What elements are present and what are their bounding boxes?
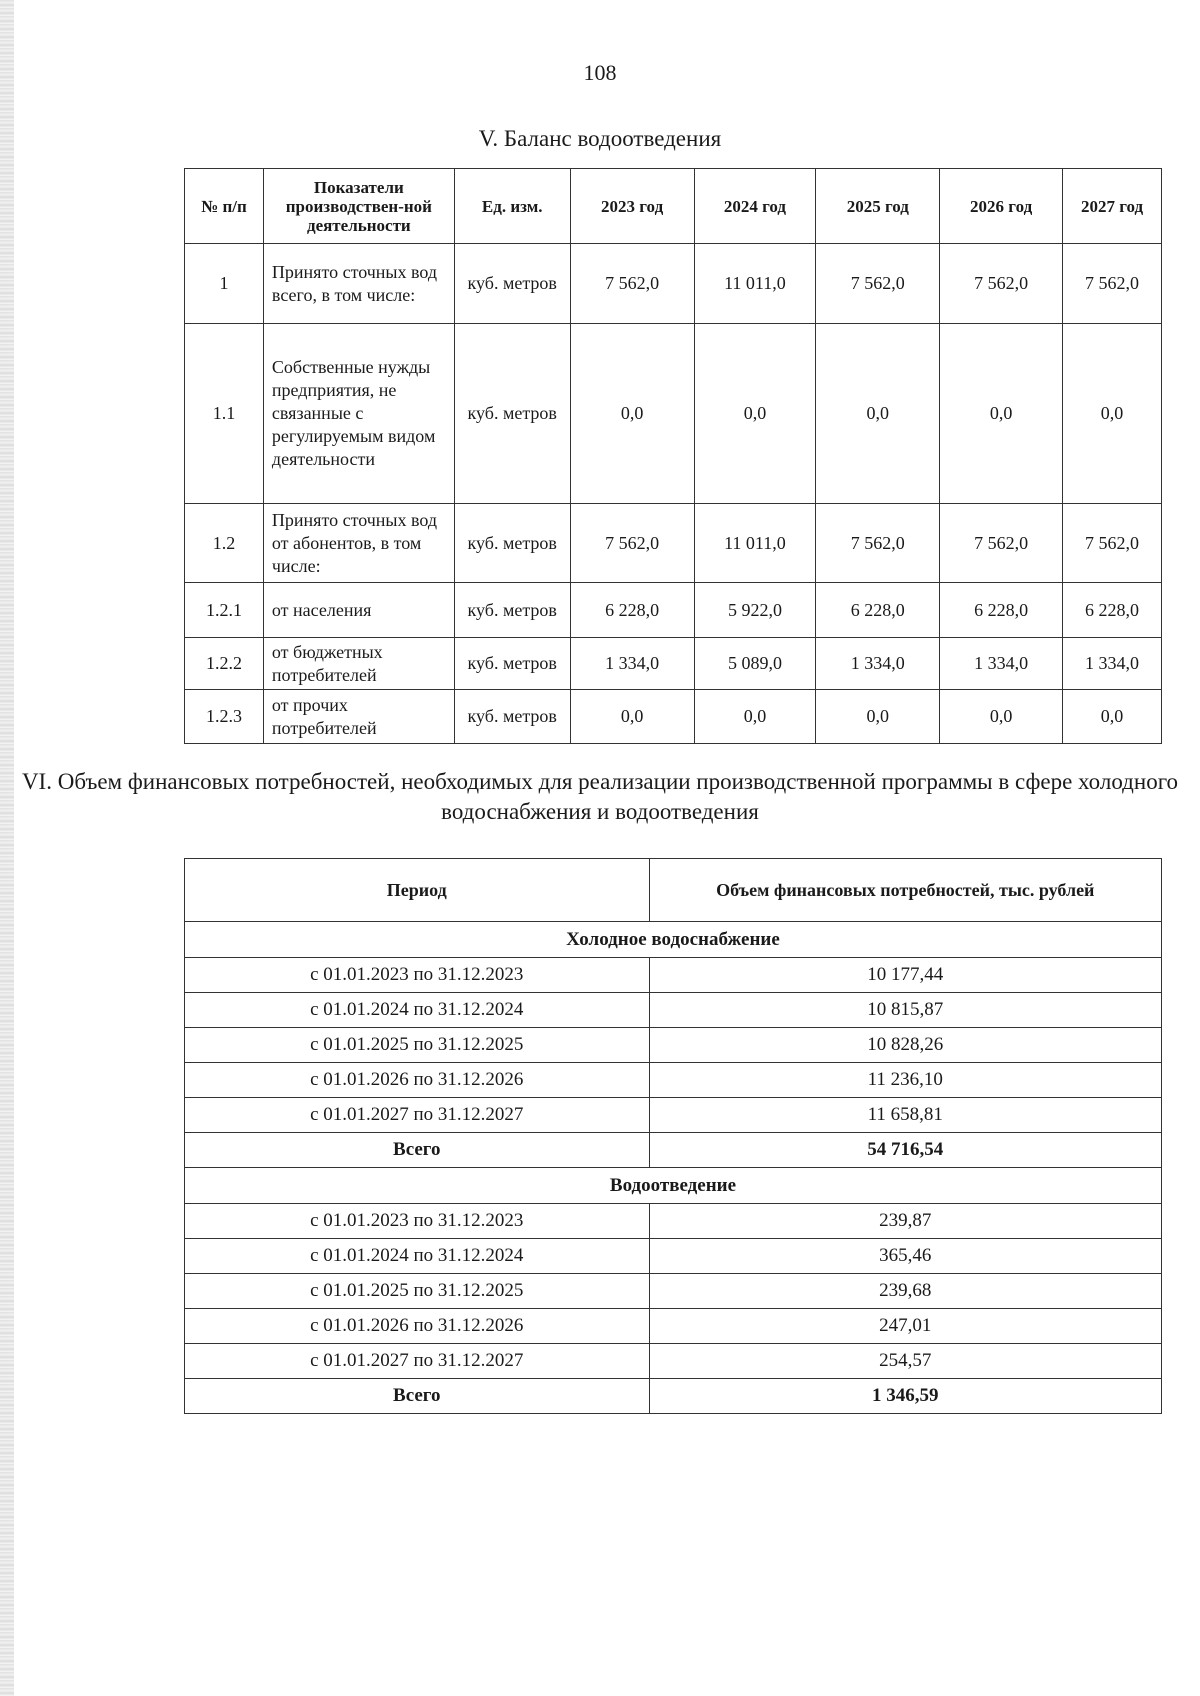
row-indicator: Принято сточных вод от абонентов, в том числе: xyxy=(263,504,454,583)
table-row xyxy=(185,324,1162,504)
header-2023: 2023 год xyxy=(570,169,694,244)
balance-header-row xyxy=(185,169,1162,244)
row-num: 1 xyxy=(185,244,264,324)
row-value-2025: 0,0 xyxy=(816,690,940,744)
table-row xyxy=(185,993,1162,1028)
value-cell: 239,87 xyxy=(649,1204,1162,1239)
row-value-2024: 0,0 xyxy=(694,690,816,744)
header-volume: Объем финансовых потребностей, тыс. рублей xyxy=(649,859,1162,922)
period-cell: с 01.01.2027 по 31.12.2027 xyxy=(185,1098,650,1133)
row-unit: куб. метров xyxy=(454,638,570,690)
row-num: 1.2.1 xyxy=(185,583,264,638)
total-row-sewerage xyxy=(185,1379,1162,1414)
value-cell: 254,57 xyxy=(649,1344,1162,1379)
table-row xyxy=(185,244,1162,324)
row-value-2023: 7 562,0 xyxy=(570,504,694,583)
row-value-2026: 0,0 xyxy=(940,690,1063,744)
row-value-2026: 7 562,0 xyxy=(940,244,1063,324)
financial-needs-table xyxy=(184,858,1162,1414)
header-2025: 2025 год xyxy=(816,169,940,244)
row-indicator: Собственные нужды предприятия, не связанные с регулируемым видом деятельности xyxy=(263,324,454,504)
table-row xyxy=(185,1028,1162,1063)
row-indicator: Принято сточных вод всего, в том числе: xyxy=(263,244,454,324)
row-num: 1.2.3 xyxy=(185,690,264,744)
row-num: 1.2 xyxy=(185,504,264,583)
row-unit: куб. метров xyxy=(454,324,570,504)
sewerage-label: Водоотведение xyxy=(185,1168,1162,1204)
table-row xyxy=(185,1098,1162,1133)
row-indicator: от бюджетных потребителей xyxy=(263,638,454,690)
total-label: Всего xyxy=(185,1379,650,1414)
row-value-2024: 5 089,0 xyxy=(694,638,816,690)
row-value-2023: 6 228,0 xyxy=(570,583,694,638)
table-row xyxy=(185,1239,1162,1274)
total-label: Всего xyxy=(185,1133,650,1168)
header-2026: 2026 год xyxy=(940,169,1063,244)
value-cell: 11 658,81 xyxy=(649,1098,1162,1133)
row-unit: куб. метров xyxy=(454,690,570,744)
row-num: 1.1 xyxy=(185,324,264,504)
page-number: 108 xyxy=(583,60,617,85)
section-v-title: V. Баланс водоотведения xyxy=(478,126,722,151)
period-cell: с 01.01.2025 по 31.12.2025 xyxy=(185,1274,650,1309)
row-value-2025: 7 562,0 xyxy=(816,244,940,324)
water-supply-label: Холодное водоснабжение xyxy=(185,922,1162,958)
row-value-2026: 6 228,0 xyxy=(940,583,1063,638)
row-num: 1.2.2 xyxy=(185,638,264,690)
value-cell: 11 236,10 xyxy=(649,1063,1162,1098)
period-cell: с 01.01.2023 по 31.12.2023 xyxy=(185,1204,650,1239)
row-value-2025: 0,0 xyxy=(816,324,940,504)
row-value-2025: 6 228,0 xyxy=(816,583,940,638)
row-value-2026: 0,0 xyxy=(940,324,1063,504)
row-value-2025: 7 562,0 xyxy=(816,504,940,583)
total-row-water-supply xyxy=(185,1133,1162,1168)
row-value-2027: 6 228,0 xyxy=(1063,583,1162,638)
row-value-2027: 7 562,0 xyxy=(1063,244,1162,324)
row-value-2027: 1 334,0 xyxy=(1063,638,1162,690)
table-row xyxy=(185,583,1162,638)
row-unit: куб. метров xyxy=(454,583,570,638)
period-cell: с 01.01.2026 по 31.12.2026 xyxy=(185,1063,650,1098)
value-cell: 239,68 xyxy=(649,1274,1162,1309)
row-value-2026: 1 334,0 xyxy=(940,638,1063,690)
section-row-sewerage xyxy=(185,1168,1162,1204)
table-row xyxy=(185,638,1162,690)
row-value-2024: 5 922,0 xyxy=(694,583,816,638)
total-value: 1 346,59 xyxy=(649,1379,1162,1414)
value-cell: 365,46 xyxy=(649,1239,1162,1274)
period-cell: с 01.01.2025 по 31.12.2025 xyxy=(185,1028,650,1063)
value-cell: 10 815,87 xyxy=(649,993,1162,1028)
header-indicator: Показатели производствен-ной деятельности xyxy=(263,169,454,244)
period-cell: с 01.01.2024 по 31.12.2024 xyxy=(185,1239,650,1274)
row-value-2024: 11 011,0 xyxy=(694,244,816,324)
scan-edge xyxy=(0,0,14,1696)
header-2024: 2024 год xyxy=(694,169,816,244)
row-value-2023: 0,0 xyxy=(570,690,694,744)
row-value-2027: 7 562,0 xyxy=(1063,504,1162,583)
row-value-2023: 0,0 xyxy=(570,324,694,504)
value-cell: 10 177,44 xyxy=(649,958,1162,993)
row-indicator: от населения xyxy=(263,583,454,638)
row-value-2026: 7 562,0 xyxy=(940,504,1063,583)
table-row xyxy=(185,958,1162,993)
period-cell: с 01.01.2027 по 31.12.2027 xyxy=(185,1344,650,1379)
row-value-2025: 1 334,0 xyxy=(816,638,940,690)
row-indicator: от прочих потребителей xyxy=(263,690,454,744)
row-value-2027: 0,0 xyxy=(1063,324,1162,504)
period-cell: с 01.01.2026 по 31.12.2026 xyxy=(185,1309,650,1344)
row-value-2024: 11 011,0 xyxy=(694,504,816,583)
period-cell: с 01.01.2024 по 31.12.2024 xyxy=(185,993,650,1028)
header-2027: 2027 год xyxy=(1063,169,1162,244)
row-value-2023: 7 562,0 xyxy=(570,244,694,324)
table-row xyxy=(185,690,1162,744)
value-cell: 247,01 xyxy=(649,1309,1162,1344)
section-vi-title: VI. Объем финансовых потребностей, необходимых для реализации производственной программы в сфере холодного водоснабжения и водоотведения xyxy=(21,769,1179,824)
header-unit: Ед. изм. xyxy=(454,169,570,244)
table-row xyxy=(185,1309,1162,1344)
row-value-2027: 0,0 xyxy=(1063,690,1162,744)
period-cell: с 01.01.2023 по 31.12.2023 xyxy=(185,958,650,993)
row-value-2023: 1 334,0 xyxy=(570,638,694,690)
header-num: № п/п xyxy=(185,169,264,244)
header-period: Период xyxy=(185,859,650,922)
table-row xyxy=(185,1344,1162,1379)
wastewater-balance-table xyxy=(184,168,1162,744)
table-row xyxy=(185,504,1162,583)
finance-header-row xyxy=(185,859,1162,922)
row-unit: куб. метров xyxy=(454,244,570,324)
row-unit: куб. метров xyxy=(454,504,570,583)
total-value: 54 716,54 xyxy=(649,1133,1162,1168)
row-value-2024: 0,0 xyxy=(694,324,816,504)
table-row xyxy=(185,1063,1162,1098)
value-cell: 10 828,26 xyxy=(649,1028,1162,1063)
section-row-water-supply xyxy=(185,922,1162,958)
table-row xyxy=(185,1274,1162,1309)
table-row xyxy=(185,1204,1162,1239)
